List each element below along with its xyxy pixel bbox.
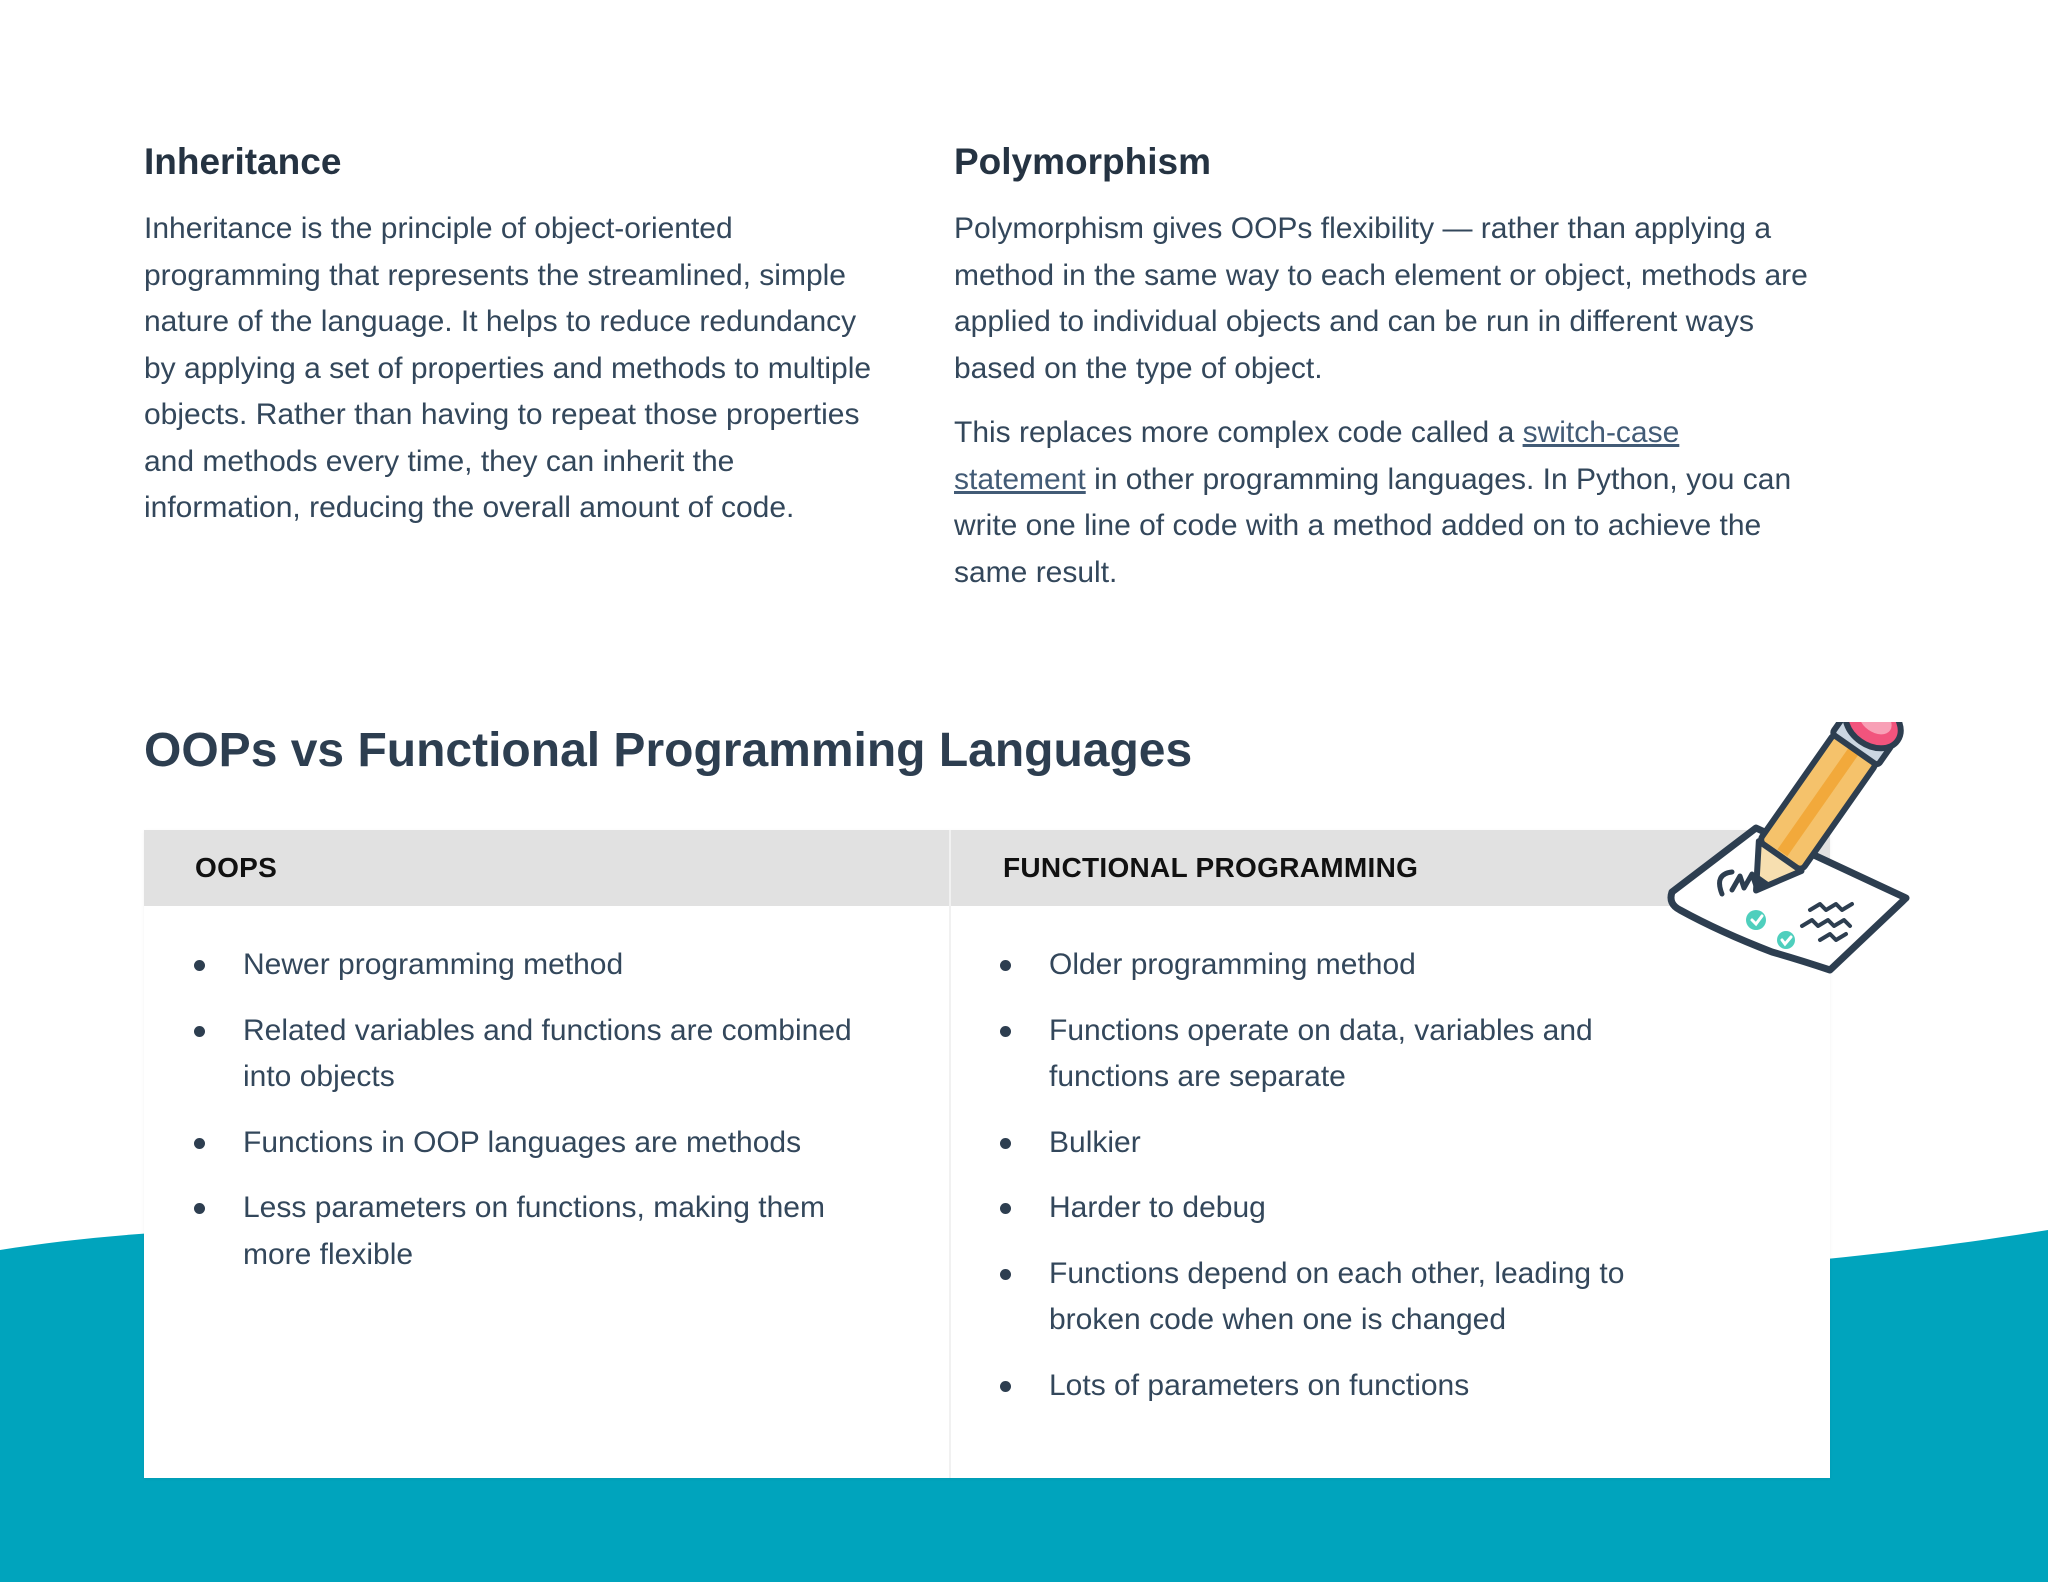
polymorphism-paragraph-2	[954, 410, 1814, 596]
list-item	[194, 942, 894, 989]
list-item	[194, 1120, 894, 1167]
polymorphism-section	[954, 140, 1814, 614]
list-item-text: Lots of parameters on functions	[1049, 1368, 1470, 1402]
inheritance-paragraph: Inheritance is the principle of object-oriented programming that represents the streamlined, simple nature of the language. It helps to reduce redundancy by applying a set of properties and methods to multiple objects. Rather than having to repeat those properties and methods every time, they can inherit the information, reducing the overall amount of code.	[144, 212, 872, 525]
polymorphism-paragraph-1: Polymorphism gives OOPs flexibility — rather than applying a method in the same way to each element or object, methods are applied to individual objects and can be run in different ways based on the type of object.	[954, 212, 1808, 385]
inheritance-section	[144, 140, 884, 550]
comparison-table	[144, 830, 1830, 1478]
list-item	[194, 1008, 894, 1101]
list-item	[194, 1185, 894, 1278]
bullet-icon	[1000, 1269, 1011, 1280]
list-item-text: Bulkier	[1049, 1125, 1141, 1159]
list-item	[1000, 1008, 1720, 1101]
table-header-row	[144, 830, 1830, 906]
column-divider	[949, 830, 951, 1478]
list-item	[1000, 942, 1720, 989]
list-item	[1000, 1120, 1720, 1167]
bullet-icon	[1000, 1026, 1011, 1037]
bullet-icon	[1000, 960, 1011, 971]
list-item	[1000, 1251, 1720, 1344]
list-item-text: Related variables and functions are combined into objects	[243, 1013, 852, 1093]
bullet-icon	[1000, 1203, 1011, 1214]
list-item	[1000, 1185, 1720, 1232]
polymorphism-heading: Polymorphism	[954, 141, 1211, 182]
list-item-text: Functions operate on data, variables and functions are separate	[1049, 1013, 1593, 1093]
paragraph-text: in other programming languages. In Python, you can write one line of code with a method added on to achieve the same result.	[954, 462, 1792, 589]
bullet-icon	[194, 960, 205, 971]
column-header-functional: FUNCTIONAL PROGRAMMING	[1003, 852, 1419, 883]
bullet-icon	[194, 1026, 205, 1037]
column-header-oops: OOPS	[195, 852, 278, 883]
inheritance-heading: Inheritance	[144, 141, 342, 182]
bullet-icon	[1000, 1381, 1011, 1392]
pencil-signing-document-illustration	[1660, 722, 1920, 982]
oops-list	[194, 942, 894, 1297]
list-item-text: Harder to debug	[1049, 1191, 1266, 1224]
functional-list	[1000, 942, 1720, 1428]
switch-case-statement-link[interactable]: switch-case statement	[954, 416, 1680, 496]
list-item-text: Less parameters on functions, making them more flexible	[243, 1191, 825, 1271]
paragraph-text: This replaces more complex code called a	[954, 416, 1523, 450]
bullet-icon	[194, 1138, 205, 1149]
list-item-text: Older programming method	[1049, 948, 1416, 981]
comparison-title: OOPs vs Functional Programming Languages	[144, 724, 1193, 777]
bullet-icon	[194, 1203, 205, 1214]
list-item-text: Newer programming method	[243, 948, 624, 981]
list-item-text: Functions in OOP languages are methods	[243, 1125, 802, 1159]
bullet-icon	[1000, 1138, 1011, 1149]
list-item-text: Functions depend on each other, leading to broken code when one is changed	[1049, 1256, 1625, 1336]
list-item	[1000, 1363, 1720, 1410]
